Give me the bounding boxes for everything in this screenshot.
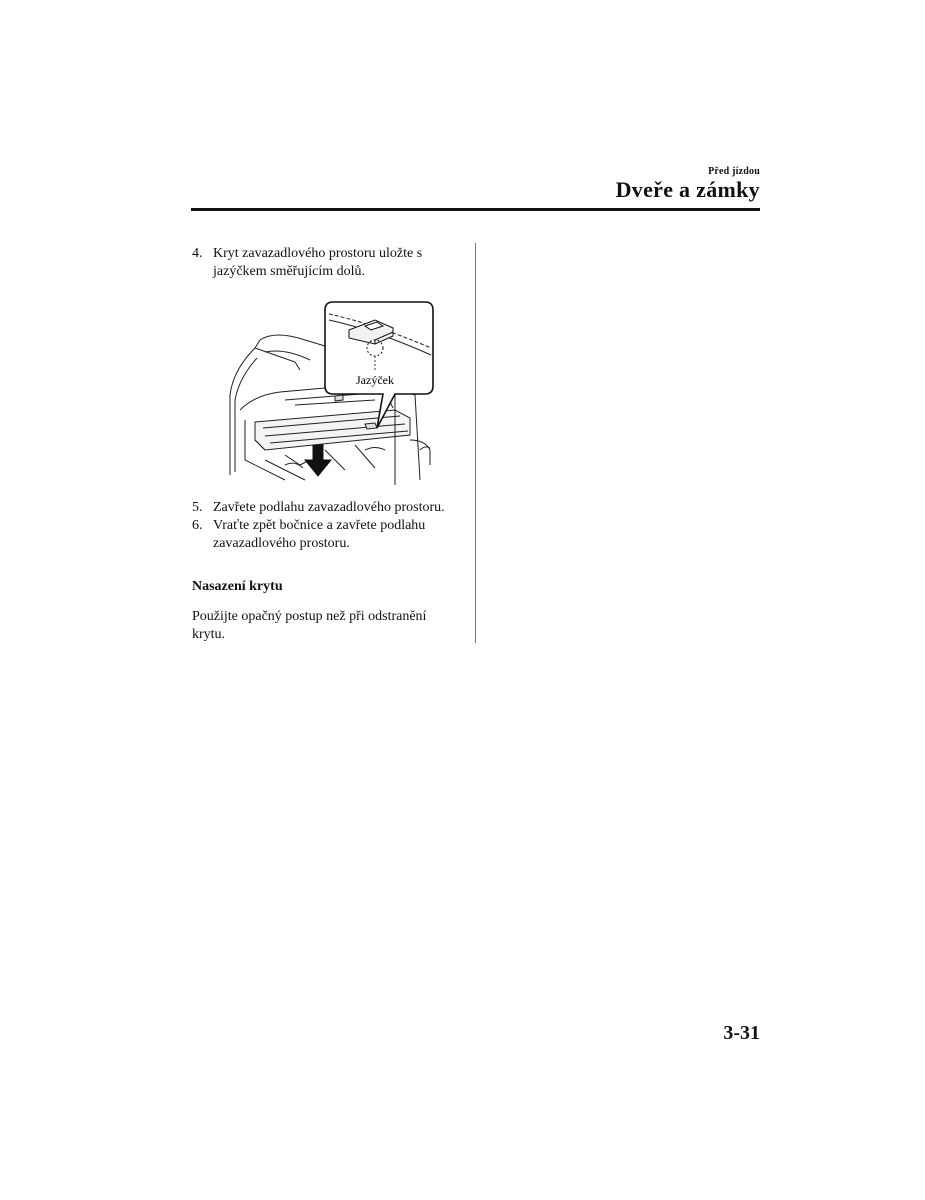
step-item [192,245,460,281]
step-item [192,499,460,517]
subsection-heading: Nasazení krytu [192,579,283,594]
callout-label: Jazýček [356,373,394,387]
down-arrow-icon [305,445,331,476]
subsection-paragraph: Použijte opačný postup než při odstranění krytu. [192,609,427,642]
section-label: Před jízdou [708,166,760,177]
step-text: Vraťte zpět bočnice a zavřete podlahu zavazadlového prostoru. [213,518,426,551]
step-item [192,517,460,553]
step-text: Zavřete podlahu zavazadlového prostoru. [213,500,445,515]
step-number: 5. [192,500,203,515]
steps-list-top [192,245,460,281]
page-number: 3-31 [723,1022,760,1044]
column-divider [475,243,476,643]
step-number: 4. [192,246,203,261]
page-title: Dveře a zámky [615,177,760,202]
cargo-cover-illustration [225,300,437,485]
step-text: Kryt zavazadlového prostoru uložte s jazýčkem směřujícím dolů. [213,246,423,279]
callout-box [325,302,433,428]
header-divider [191,208,760,211]
step-number: 6. [192,518,203,533]
steps-list-bottom [192,499,460,553]
